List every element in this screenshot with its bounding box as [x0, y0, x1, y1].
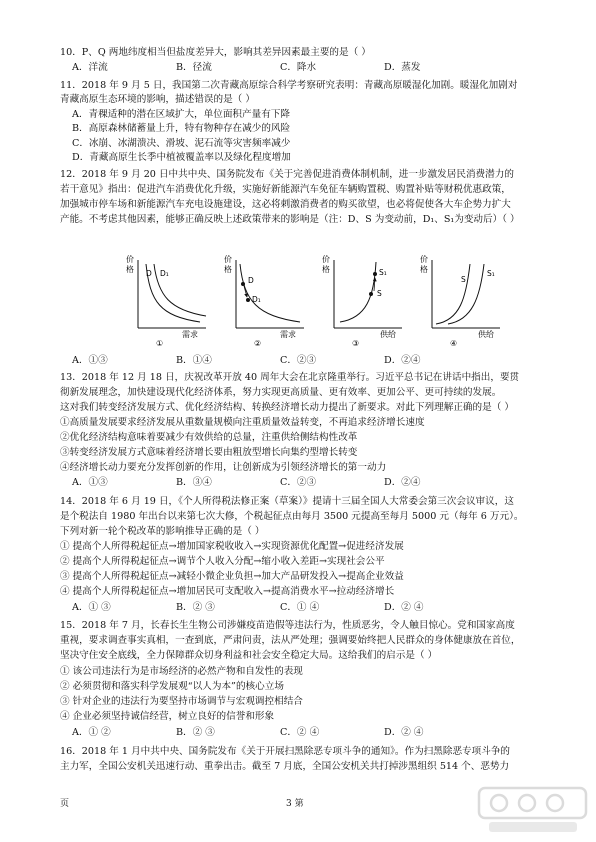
- q13-choice-1[interactable]: ①高质量发展要求经济发展从重数量规模向注重质量效益转变，不再追求经济增长速度: [60, 417, 425, 428]
- q10-option-a[interactable]: A．洋流: [72, 62, 108, 73]
- graph-3-curve-label-1: S₁: [379, 268, 387, 277]
- graph-4-curve-label-2: S₁: [487, 269, 495, 278]
- q14-options: [72, 601, 542, 614]
- q14-choice-2[interactable]: ② 提高个人所得税起征点→调节个人收入分配→缩小收入差距→实现社会公平: [60, 556, 385, 567]
- graph-3-point-s1: [373, 272, 377, 276]
- q12-graphs-svg: [120, 252, 500, 347]
- graph-3-y-label-a: 价: [322, 255, 330, 264]
- q12-option-d[interactable]: D．②④: [384, 355, 421, 366]
- graph-1-number: ①: [156, 339, 164, 347]
- q11-choice-d[interactable]: D．青藏高原生长季中植被覆盖率以及绿化程度增加: [72, 152, 291, 163]
- graph-1-x-label: 需求: [182, 330, 198, 339]
- q16-stem-line-1: 16．2018 年 1 月中共中央、国务院发布《关于开展扫黑除恶专项斗争的通知》。作为扫黑除恶专项斗争的: [60, 746, 511, 757]
- q12-stem-line-1: 12．2018 年 9 月 20 日中共中央、国务院发布《关于完善促进消费体制机制，进一步激发居民消费潜力的: [60, 169, 514, 180]
- q14-option-b[interactable]: B．② ③: [176, 602, 215, 613]
- q16-stem-line-2: 主力军，全国公安机关迅速行动、重拳出击。截至 7 月底，全国公安机关共打掉涉黑组织 514 个、恶势力: [60, 761, 510, 772]
- q15-choice-1[interactable]: ① 该公司违法行为是市场经济的必然产物和自发性的表现: [60, 666, 303, 677]
- q12-option-a[interactable]: A．①③: [72, 355, 108, 366]
- q15-stem-line-3: 坚决守住安全底线，全力保障群众切身利益和社会安全稳定大局。这给我们的启示是（ ）: [60, 650, 438, 661]
- footer-left: 页: [60, 799, 70, 809]
- graph-3-curve-label-2: S: [377, 289, 382, 298]
- graph-1-curve-label-2: D₁: [160, 269, 169, 278]
- q13-option-a[interactable]: A．①③: [72, 477, 108, 488]
- graph-3-supply-curve: [340, 262, 376, 322]
- graph-4-y-label-b: 格: [420, 265, 428, 274]
- q15-choice-4[interactable]: ④ 企业必须坚持诚信经营，树立良好的信誉和形象: [60, 711, 275, 722]
- graph-2-demand-curve: [240, 264, 300, 322]
- graph-2-curve-label-2: D₁: [252, 295, 261, 304]
- q10-options: [72, 61, 542, 74]
- q15-options: [72, 726, 542, 739]
- q11-stem-line-2: 青藏高原生态环境的影响，描述错误的是（ ）: [60, 94, 255, 105]
- graph-4-x-label: 供给: [478, 330, 494, 339]
- graph-2-y-label-b: 格: [224, 265, 232, 274]
- q13-choice-2[interactable]: ②优化经济结构意味着要减少有效供给的总量，注重供给侧结构性改革: [60, 432, 358, 443]
- graph-3: [322, 254, 402, 347]
- watermark-logo-icon: [475, 784, 590, 836]
- q13-choice-4[interactable]: ④经济增长动力要充分发挥创新的作用，让创新成为引领经济增长的第一动力: [60, 462, 387, 473]
- q10-option-c[interactable]: C．降水: [280, 62, 317, 73]
- graph-2-number: ②: [254, 339, 262, 347]
- q14-choice-3[interactable]: ③ 提高个人所得税起征点→减轻小微企业负担→加大产品研发投入→提高企业效益: [60, 571, 404, 582]
- q12-option-b[interactable]: B．①④: [176, 355, 212, 366]
- q12-stem-line-4: 产能。不考虑其他因素，能够正确反映上述政策带来的影响是（注：D、S 为变动前，D₁、S₁为变动后）（ ）: [60, 214, 520, 225]
- graph-1: [126, 254, 206, 347]
- q12-stem-line-3: 加强城市停车场和新能源汽车充电设施建设，这必将刺激消费者的购买欲望，也必将促使各大车企势力扩大: [60, 199, 511, 210]
- q15-option-b[interactable]: B．② ③: [176, 727, 215, 738]
- graph-2-curve-label-1: D: [248, 276, 254, 285]
- graph-3-point-s: [369, 292, 373, 296]
- q11-choice-c[interactable]: C．冰崩、冰湖溃决、滑坡、泥石流等灾害频率减少: [72, 138, 291, 149]
- q12-option-c[interactable]: C．②③: [280, 355, 317, 366]
- q12-graphs: [120, 252, 500, 347]
- q13-stem-line-3: 这对我们转变经济发展方式、优化经济结构、转换经济增长动力提出了新要求。对此下列理解正确的是（ ）: [60, 402, 514, 413]
- graph-2-y-label-a: 价: [224, 255, 232, 264]
- graph-4-y-label-a: 价: [420, 255, 428, 264]
- q15-choice-2[interactable]: ② 必须贯彻和落实科学发展观“以人为本”的核心立场: [60, 681, 284, 692]
- graph-3-number: ③: [352, 339, 360, 347]
- q14-stem-line-1: 14．2018 年 6 月 19 日，《个人所得税法修正案（草案）》提请十三届全国人大常委会第三次会议审议，这: [60, 496, 514, 507]
- q14-option-d[interactable]: D．② ④: [384, 602, 424, 613]
- q13-stem-line-1: 13．2018 年 12 月 18 日，庆祝改革开放 40 周年大会在北京隆重举行。习近平总书记在讲话中指出，要贯: [60, 372, 520, 383]
- q15-option-c[interactable]: C．② ④: [280, 727, 320, 738]
- graph-2-x-label: 需求: [280, 330, 296, 339]
- q14-choice-4[interactable]: ④ 提高个人所得税起征点→增加居民可支配收入→提高消费水平→拉动经济增长: [60, 586, 395, 597]
- q14-option-c[interactable]: C．① ④: [280, 602, 320, 613]
- q15-option-d[interactable]: D．② ④: [384, 727, 424, 738]
- graph-1-curve-label-1: D: [146, 269, 152, 278]
- q15-option-a[interactable]: A．① ②: [72, 727, 111, 738]
- q13-option-c[interactable]: C．②③: [280, 477, 317, 488]
- q10-option-b[interactable]: B．径流: [176, 62, 212, 73]
- q13-options: [72, 476, 542, 489]
- graph-3-x-label: 供给: [380, 330, 396, 339]
- q13-option-d[interactable]: D．②④: [384, 477, 421, 488]
- q11-choice-a[interactable]: A．青稞适种的潜在区域扩大，单位面积产量有下降: [72, 109, 290, 120]
- graph-1-y-label-b: 格: [126, 265, 134, 274]
- q13-choice-3[interactable]: ③转变经济发展方式意味着经济增长要由粗放型增长向集约型增长转变: [60, 447, 358, 458]
- q12-stem-line-2: 若干意见》指出：促进汽车消费优化升级，实施好新能源汽车免征车辆购置税、购置补贴等财税优惠政策，: [60, 184, 511, 195]
- q15-stem-line-2: 重视，要求调查事实真相，一查到底，严肃问责，法从严处理；强调要始终把人民群众的身体健康放在首位，: [60, 635, 521, 646]
- graph-2-point-d: [241, 282, 245, 286]
- footer-page-number: 3 第: [286, 799, 304, 809]
- q13-stem-line-2: 彻新发展理念，加快建设现代化经济体系，努力实现更高质量、更有效率、更加公平、更可持续的发展。: [60, 387, 502, 398]
- graph-3-y-label-b: 格: [322, 265, 330, 274]
- q10-option-d[interactable]: D．蒸发: [384, 62, 421, 73]
- q14-stem-line-3: 下列对新一轮个税改革的影响推导正确的是（ ）: [60, 526, 265, 537]
- graph-2: [224, 254, 304, 347]
- q13-option-b[interactable]: B．③④: [176, 477, 212, 488]
- graph-4-number: ④: [450, 339, 458, 347]
- q10-stem: 10．P、Q 两地纬度相当但盐度差异大，影响其差异因素最主要的是（ ）: [60, 47, 371, 58]
- q15-stem-line-1: 15．2018 年 7 月，长春长生生物公司涉嫌疫苗造假等违法行为，性质恶劣，令人触目惊心。党和国家高度: [60, 620, 515, 631]
- q14-option-a[interactable]: A．① ③: [72, 602, 111, 613]
- graph-4: [420, 254, 500, 347]
- graph-2-point-d1: [246, 298, 250, 302]
- q15-choice-3[interactable]: ③ 针对企业的违法行为要坚持市场调节与宏观调控相结合: [60, 696, 303, 707]
- graph-4-curve-label-1: S: [461, 275, 466, 284]
- q14-stem-line-2: 是个税法自 1980 年出台以来第七次大修，个税起征点由每月 3500 元提高至每月 5000 元（每年 6 万元）。: [60, 511, 524, 522]
- graph-4-curve-s: [436, 264, 470, 324]
- q12-options: [72, 354, 542, 367]
- graph-1-y-label-a: 价: [126, 255, 134, 264]
- q11-stem-line-1: 11．2018 年 9 月 5 日，我国第二次青藏高原综合科学考察研究表明：青藏高原暖湿化加剧。暖湿化加剧对: [60, 80, 518, 91]
- q11-choice-b[interactable]: B．高原森林储蓄量上升，特有物种存在减少的风险: [72, 123, 291, 134]
- q14-choice-1[interactable]: ① 提高个人所得税起征点→增加国家税收收入→实现资源优化配置→促进经济发展: [60, 541, 404, 552]
